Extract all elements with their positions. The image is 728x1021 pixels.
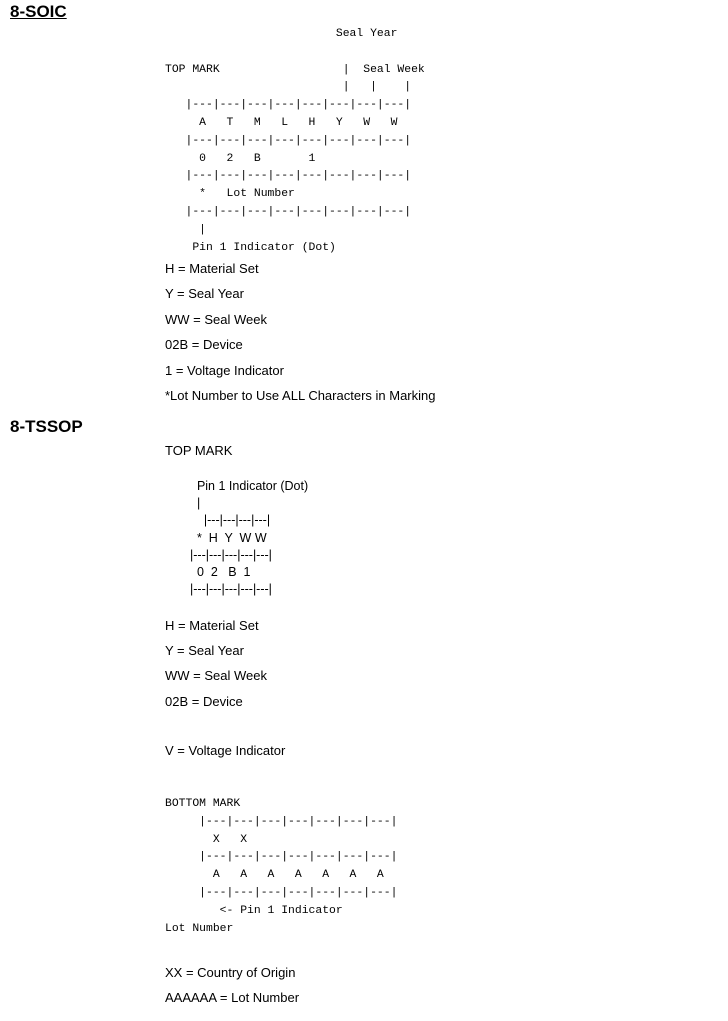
soic-diagram-line: | | | bbox=[165, 81, 412, 94]
soic-legend-item: Y = Seal Year bbox=[165, 286, 244, 302]
tssop-legend bbox=[165, 617, 267, 718]
tssop-legend-item: WW = Seal Week bbox=[165, 668, 267, 684]
bottom-mark-line: X X bbox=[165, 833, 248, 846]
soic-diagram-line: |---|---|---|---|---|---|---|---| bbox=[165, 205, 412, 218]
soic-legend-item: H = Material Set bbox=[165, 261, 259, 276]
tssop-legend-item: 02B = Device bbox=[165, 693, 243, 709]
soic-diagram-line: 0 2 B 1 bbox=[165, 152, 316, 165]
bottom-mark-line: BOTTOM MARK bbox=[165, 798, 241, 810]
tssop-diagram-line: Pin 1 Indicator (Dot) bbox=[190, 479, 309, 493]
tssop-diagram-line: 0 2 B 1 bbox=[190, 565, 251, 580]
soic-diagram-line: |---|---|---|---|---|---|---|---| bbox=[165, 134, 412, 147]
tssop-heading: 8-TSSOP bbox=[10, 417, 83, 436]
tssop-top-mark-diagram bbox=[190, 478, 308, 598]
bottom-mark-line: A A A A A A A bbox=[165, 869, 384, 882]
tssop-diagram-line: | bbox=[190, 496, 201, 511]
tssop-diagram-line: |---|---|---|---|---| bbox=[190, 582, 272, 597]
tssop-legend-item: H = Material Set bbox=[165, 618, 259, 633]
soic-diagram-line: A T M L H Y W W bbox=[165, 116, 398, 129]
tssop-bottom-legend-item: XX = Country of Origin bbox=[165, 965, 296, 980]
bottom-mark-line: <- Pin 1 Indicator bbox=[165, 904, 343, 917]
soic-diagram-line: Pin 1 Indicator (Dot) bbox=[165, 241, 336, 254]
soic-legend-item: *Lot Number to Use ALL Characters in Marking bbox=[165, 387, 436, 403]
soic-heading: 8-SOIC bbox=[10, 2, 67, 21]
tssop-voltage-indicator: V = Voltage Indicator bbox=[165, 743, 286, 758]
soic-diagram-line: * Lot Number bbox=[165, 188, 295, 201]
bottom-mark-line: |---|---|---|---|---|---|---| bbox=[165, 851, 398, 864]
soic-top-mark-diagram bbox=[165, 26, 425, 257]
bottom-mark-line: Lot Number bbox=[165, 922, 234, 935]
soic-diagram-line: |---|---|---|---|---|---|---|---| bbox=[165, 99, 412, 112]
tssop-top-mark-label: TOP MARK bbox=[165, 443, 233, 458]
tssop-diagram-line: |---|---|---|---|---| bbox=[190, 547, 272, 562]
tssop-diagram-line: * H Y W W bbox=[190, 530, 267, 545]
soic-legend-item: 1 = Voltage Indicator bbox=[165, 362, 284, 378]
soic-diagram-line: Seal Year bbox=[165, 28, 398, 40]
tssop-bottom-legend-item: AAAAAA = Lot Number bbox=[165, 990, 300, 1005]
soic-legend-item: WW = Seal Week bbox=[165, 311, 267, 327]
soic-legend-item: 02B = Device bbox=[165, 337, 243, 353]
bottom-mark-line: |---|---|---|---|---|---|---| bbox=[165, 886, 398, 899]
bottom-mark-line: |---|---|---|---|---|---|---| bbox=[165, 815, 398, 828]
tssop-bottom-legend bbox=[165, 964, 299, 1014]
tssop-diagram-line: |---|---|---|---| bbox=[190, 513, 271, 528]
tssop-legend-item: Y = Seal Year bbox=[165, 643, 244, 659]
soic-diagram-line: | bbox=[165, 223, 207, 236]
soic-legend bbox=[165, 260, 435, 412]
soic-diagram-line: TOP MARK | Seal Week bbox=[165, 63, 425, 76]
tssop-bottom-mark-diagram bbox=[165, 796, 397, 938]
soic-diagram-line: |---|---|---|---|---|---|---|---| bbox=[165, 170, 412, 183]
